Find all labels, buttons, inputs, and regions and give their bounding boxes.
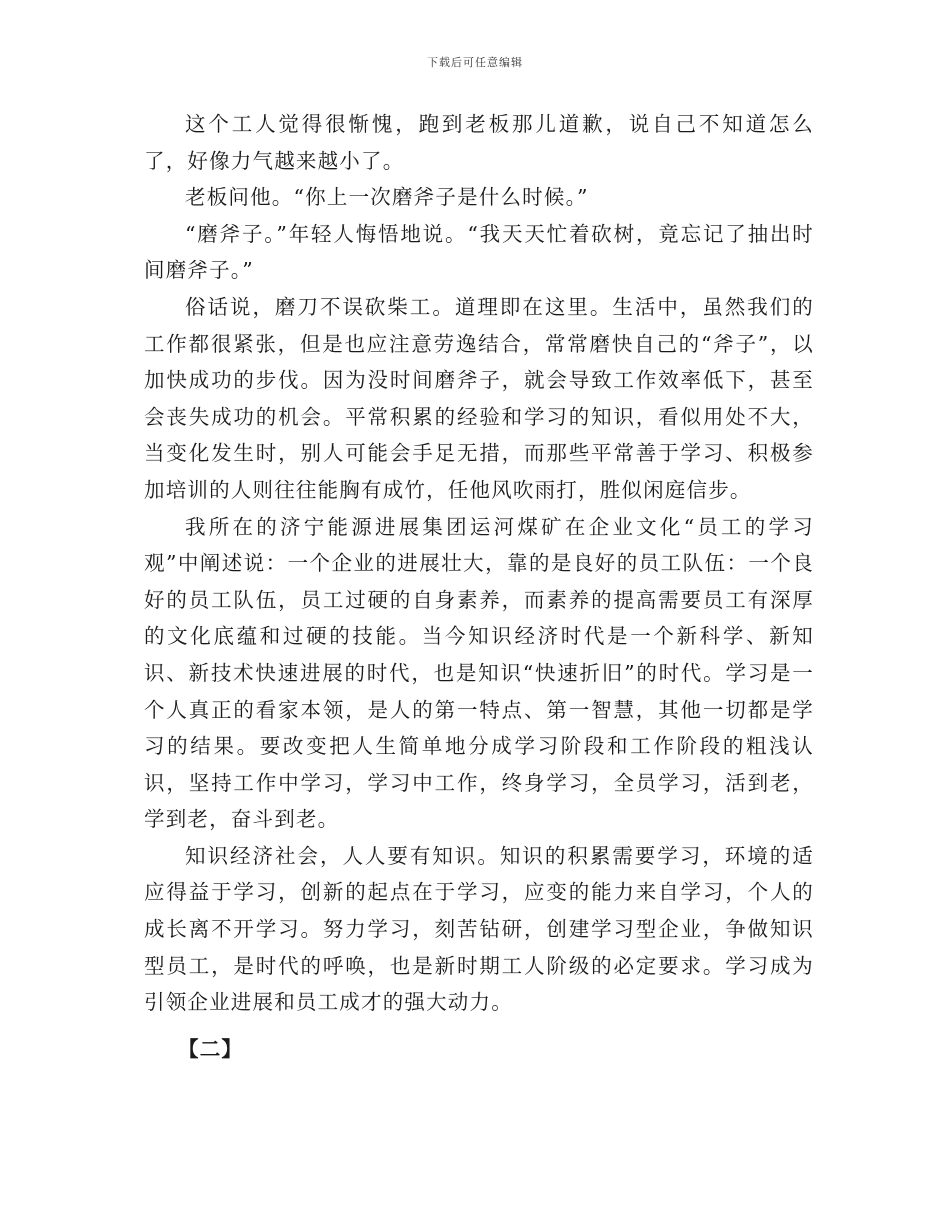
paragraph-company-culture: 我所在的济宁能源进展集团运河煤矿在企业文化“员工的学习观”中阐述说：一个企业的进展壮大，靠的是良好的员工队伍：一个良好的员工队伍，员工过硬的自身素养，而素养的提高需要员工有深厚的文化底蕴和过硬的技能。当今知识经济时代是一个新科学、新知识、新技术快速进展的时代，也是知识“快速折旧”的时代。学习是一个人真正的看家本领，是人的第一特点、第一智慧，其他一切都是学习的结果。要改变把人生简单地分成学习阶段和工作阶段的粗浅认识，坚持工作中学习，学习中工作，终身学习，全员学习，活到老，学到老，奋斗到老。 [144,514,814,832]
document-body [144,106,814,1067]
paragraph-young-man-reply: “磨斧子。”年轻人悔悟地说。“我天天忙着砍树，竟忘记了抽出时间磨斧子。” [144,221,814,283]
section-heading: 【二】 [178,1036,244,1061]
paragraph-worker-apology: 这个工人觉得很惭愧，跑到老板那儿道歉，说自己不知道怎么了，好像力气越来越小了。 [144,112,814,173]
paragraph-proverb: 俗话说，磨刀不误砍柴工。道理即在这里。生活中，虽然我们的工作都很紧张，但是也应注意劳逸结合，常常磨快自己的“斧子”，以加快成功的步伐。因为没时间磨斧子，就会导致工作效率低下，甚至会丧失成功的机会。平常积累的经验和学习的知识，看似用处不大，当变化发生时，别人可能会手足无措，而那些平常善于学习、积极参加培训的人则往往能胸有成竹，任他风吹雨打，胜似闲庭信步。 [144,294,814,502]
paragraph-knowledge-economy: 知识经济社会，人人要有知识。知识的积累需要学习，环境的适应得益于学习，创新的起点在于学习，应变的能力来自学习，个人的成长离不开学习。努力学习，刻苦钻研，创建学习型企业，争做知识型员工，是时代的呼唤，也是新时期工人阶级的必定要求。学习成为引领企业进展和员工成才的强大动力。 [144,843,814,1015]
page-header: 下载后可任意编辑 [427,56,523,69]
paragraph-boss-question: 老板问他。“你上一次磨斧子是什么时候。” [185,185,589,210]
